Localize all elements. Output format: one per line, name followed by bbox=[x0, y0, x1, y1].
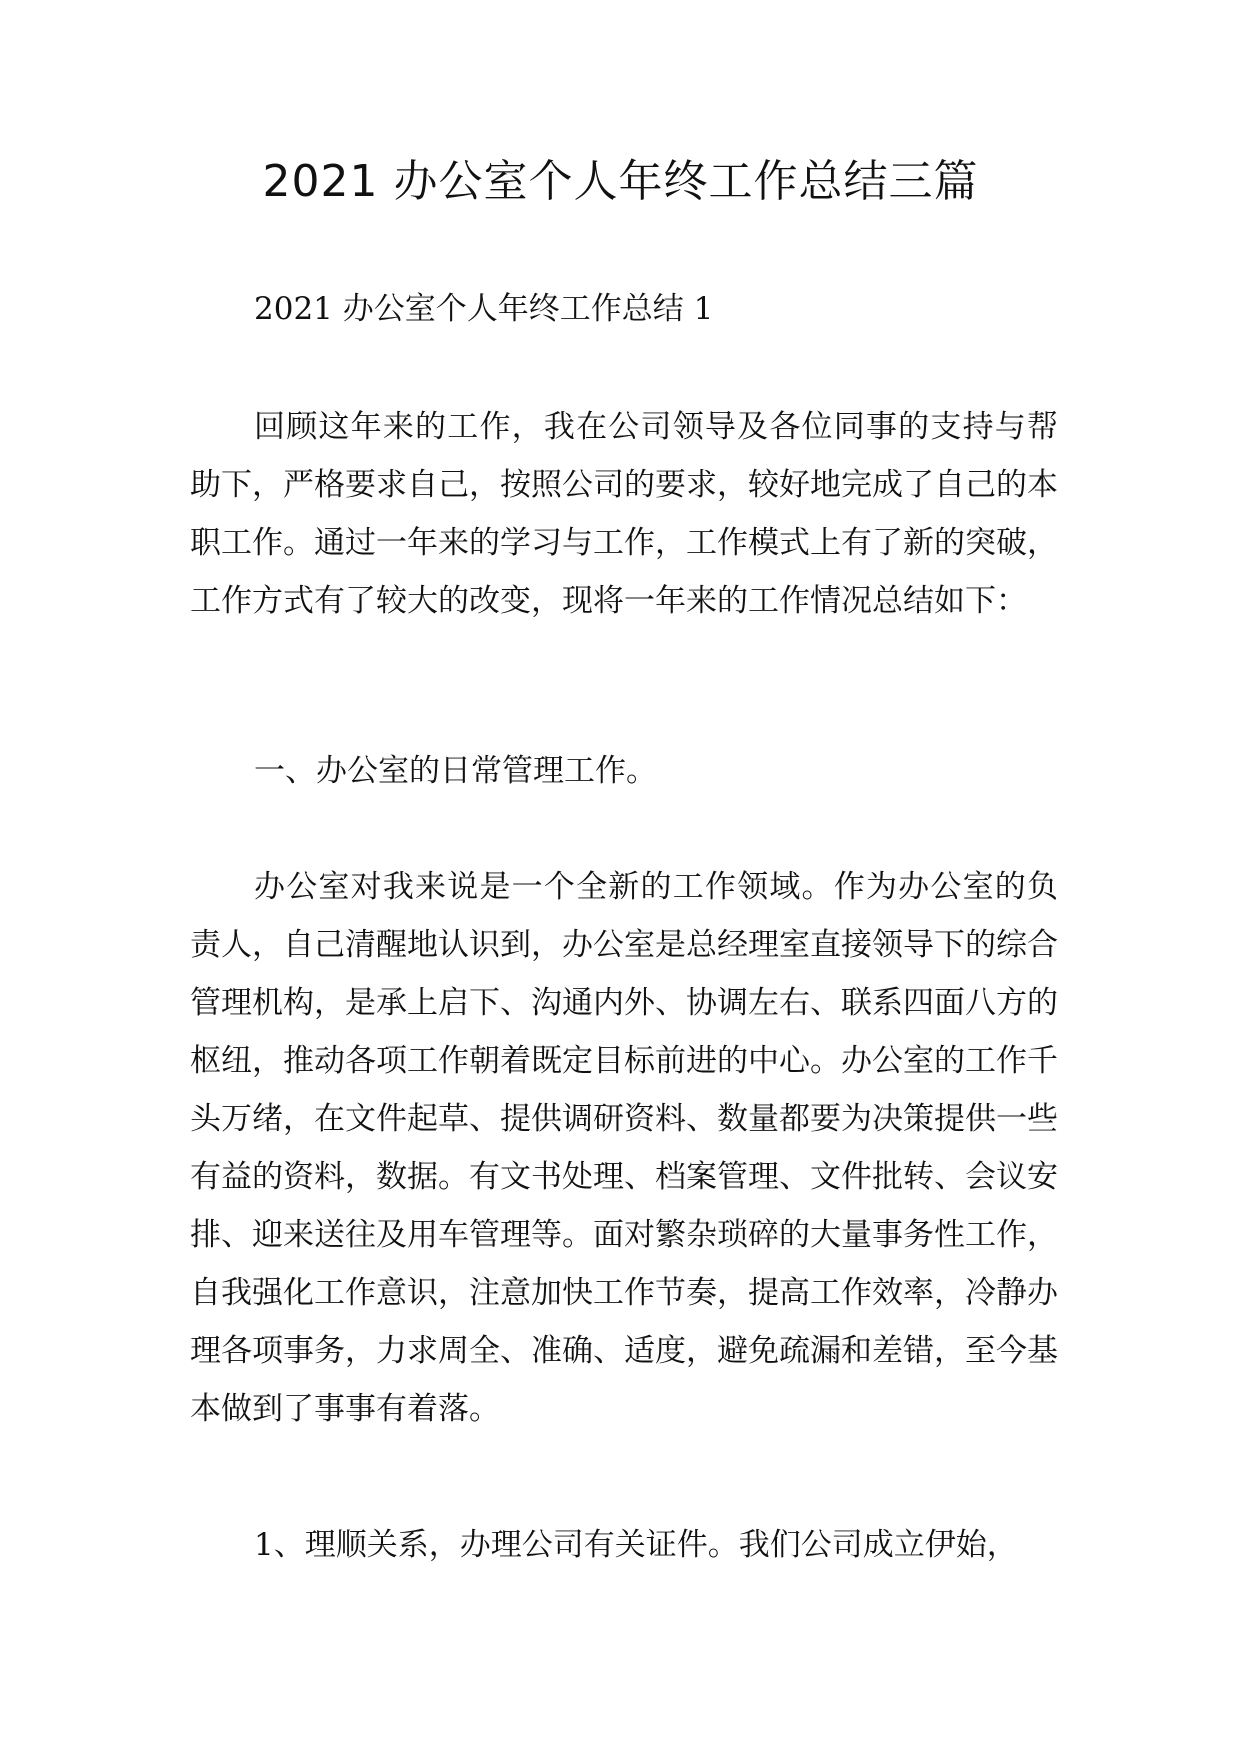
document-title: 2021 办公室个人年终工作总结三篇 bbox=[262, 156, 979, 207]
paragraph-intro: 回顾这年来的工作，我在公司领导及各位同事的支持与帮助下，严格要求自己，按照公司的要求，较好地完成了自己的本职工作。通过一年来的学习与工作，工作模式上有了新的突破，工作方式有了较大的改变，现将一年来的工作情况总结如下： bbox=[190, 409, 1058, 619]
paragraph-item-1: 1、理顺关系，办理公司有关证件。我们公司成立伊始， bbox=[254, 1527, 1018, 1563]
section-heading-1: 一、办公室的日常管理工作。 bbox=[254, 753, 657, 789]
section-subtitle: 2021 办公室个人年终工作总结 1 bbox=[254, 291, 714, 327]
paragraph-office-role: 办公室对我来说是一个全新的工作领域。作为办公室的负责人，自己清醒地认识到，办公室是总经理室直接领导下的综合管理机构，是承上启下、沟通内外、协调左右、联系四面八方的枢纽，推动各项工作朝着既定目标前进的中心。办公室的工作千头万绪，在文件起草、提供调研资料、数量都要为决策提供一些有益的资料，数据。有文书处理、档案管理、文件批转、会议安排、迎来送往及用车管理等。面对繁杂琐碎的大量事务性工作，自我强化工作意识，注意加快工作节奏，提高工作效率，冷静办理各项事务，力求周全、准确、适度，避免疏漏和差错，至今基本做到了事事有着落。 bbox=[190, 869, 1058, 1427]
